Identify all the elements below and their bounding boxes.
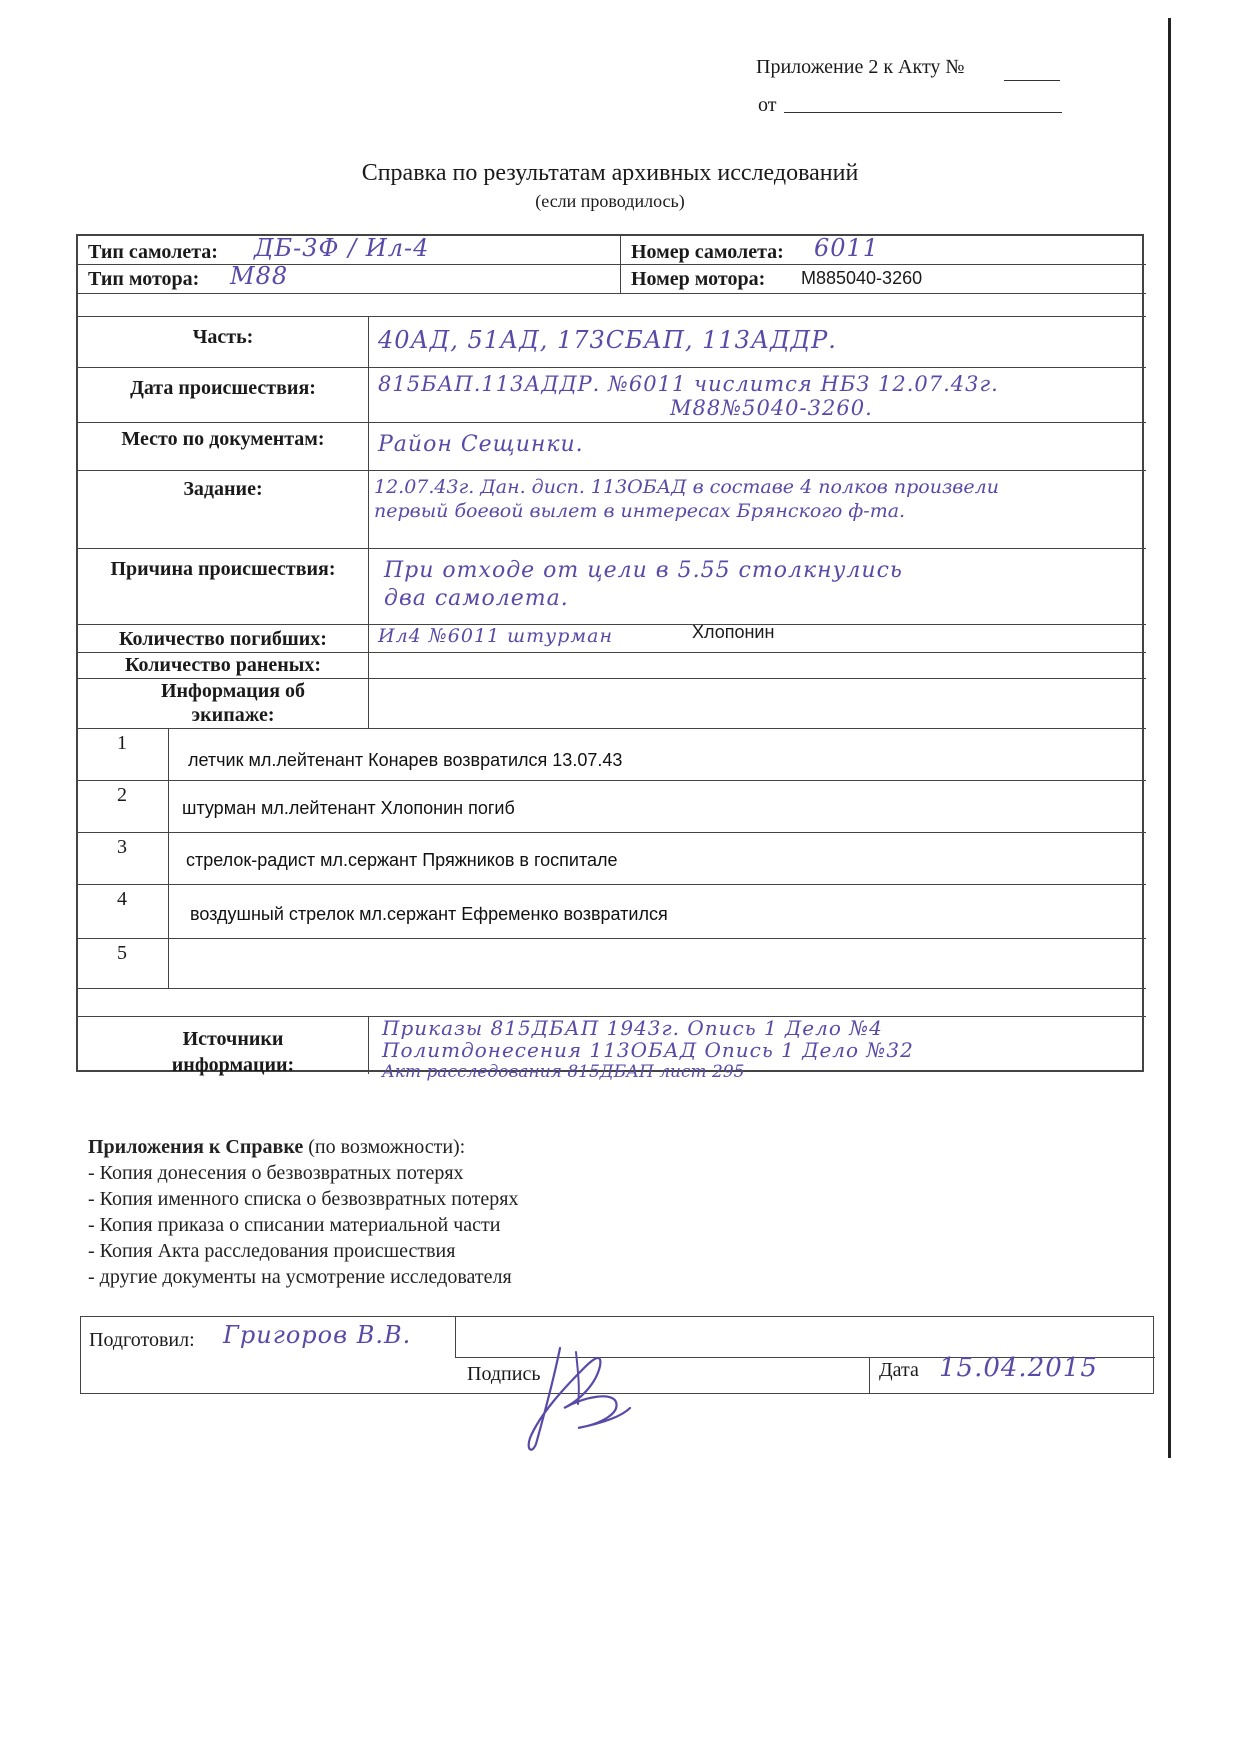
sources-line-2: Политдонесения 113ОБАД Опись 1 Дело №32 <box>382 1038 914 1062</box>
engine-number-value: M885040-3260 <box>801 268 923 288</box>
prepared-by-value: Григоров В.В. <box>223 1321 412 1349</box>
cause-label: Причина происшествия: <box>110 558 336 580</box>
date-value-line-1: 815БАП.113АДДР. №6011 числится НБЗ 12.07.43г. <box>378 372 999 396</box>
crew-row-text: стрелок-радист мл.сержант Пряжников в госпитале <box>186 850 618 870</box>
attachments-heading <box>88 1136 465 1159</box>
aircraft-number-value: 6011 <box>814 234 880 262</box>
signature-label: Подпись <box>467 1363 541 1385</box>
place-label: Место по документам: <box>121 428 325 450</box>
killed-typed-name: Хлопонин <box>692 622 775 642</box>
handwritten-signature <box>520 1338 690 1458</box>
crew-row-number: 1 <box>117 732 127 754</box>
crew-row-number: 3 <box>117 836 127 858</box>
unit-value: 40АД, 51АД, 173СБАП, 113АДДР. <box>378 326 837 354</box>
crew-info-label: Информация об экипаже: <box>160 680 306 726</box>
crew-row-text: штурман мл.лейтенант Хлопонин погиб <box>182 798 515 818</box>
attachment-item: - Копия донесения о безвозвратных потерях <box>88 1162 464 1184</box>
aircraft-number-label: Номер самолета: <box>631 241 784 263</box>
killed-value: Ил4 №6011 штурман <box>378 625 613 647</box>
attachment-item: - Копия приказа о списании материальной части <box>88 1214 501 1236</box>
attachments-heading-note: (по возможности): <box>303 1136 466 1158</box>
aircraft-type-value: ДБ-3Ф / Ил-4 <box>254 234 430 262</box>
research-form <box>76 234 1144 1082</box>
crew-row-number: 4 <box>117 888 127 910</box>
task-value-line-1: 12.07.43г. Дан. дисп. 113ОБАД в составе 4 полков произвели <box>374 476 999 498</box>
engine-number-label: Номер мотора: <box>631 268 766 290</box>
from-date-blank <box>784 112 1062 113</box>
crew-row-number: 2 <box>117 784 127 806</box>
wounded-label: Количество раненых: <box>124 654 322 676</box>
killed-label: Количество погибших: <box>119 628 327 650</box>
place-value: Район Сещинки. <box>378 432 584 457</box>
page-subtitle: (если проводилось) <box>535 191 685 211</box>
task-value-line-2: первый боевой вылет в интересах Брянского ф-та. <box>374 500 906 522</box>
unit-label: Часть: <box>192 326 254 348</box>
scan-edge-line <box>1168 18 1171 1458</box>
attachments-heading-bold: Приложения к Справке <box>88 1136 304 1158</box>
appendix-label: Приложение 2 к Акту № <box>756 56 965 78</box>
attachment-item: - другие документы на усмотрение исследователя <box>88 1266 512 1288</box>
date-field-value: 15.04.2015 <box>939 1353 1098 1383</box>
engine-type-value: М88 <box>230 262 289 290</box>
sources-line-1: Приказы 815ДБАП 1943г. Опись 1 Дело №4 <box>382 1016 883 1040</box>
act-number-blank <box>1004 80 1060 81</box>
task-label: Задание: <box>183 478 263 500</box>
cause-value-line-2: два самолета. <box>384 586 569 611</box>
engine-type-label: Тип мотора: <box>88 268 200 290</box>
crew-row-number: 5 <box>117 942 127 964</box>
prepared-by-label: Подготовил: <box>89 1329 195 1351</box>
crew-row-text: воздушный стрелок мл.сержант Ефременко возвратился <box>190 904 668 924</box>
attachment-item: - Копия именного списка о безвозвратных потерях <box>88 1188 519 1210</box>
aircraft-type-label: Тип самолета: <box>88 241 218 263</box>
date-field-label: Дата <box>879 1359 919 1381</box>
page-title: Справка по результатам архивных исследований <box>361 160 859 186</box>
attachment-item: - Копия Акта расследования происшествия <box>88 1240 456 1262</box>
date-label: Дата происшествия: <box>130 377 316 399</box>
sources-line-3: Акт расследования 815ДБАП лист 295 <box>382 1062 745 1082</box>
cause-value-line-1: При отходе от цели в 5.55 столкнулись <box>384 558 903 583</box>
from-label: от <box>758 94 777 116</box>
crew-row-text: летчик мл.лейтенант Конарев возвратился 13.07.43 <box>188 750 623 770</box>
appendix-reference <box>756 56 965 79</box>
sources-label: Источники информации: <box>171 1028 295 1076</box>
date-value-line-2: М88№5040-3260. <box>670 396 873 420</box>
